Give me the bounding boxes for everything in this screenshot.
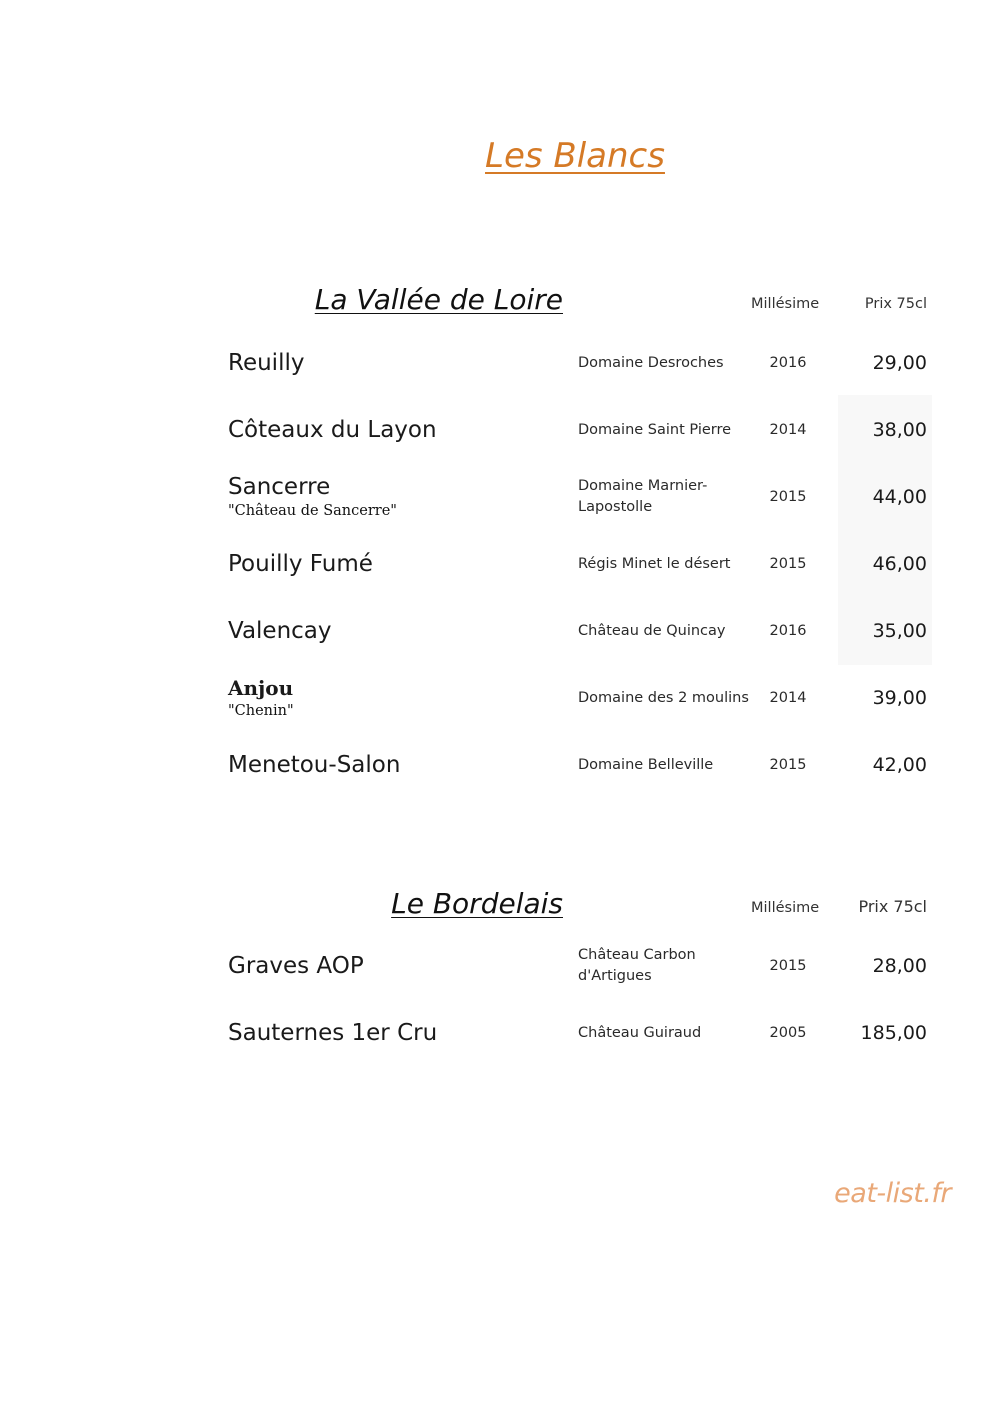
wine-vintage: 2015 bbox=[769, 958, 807, 974]
wine-producer: Domaine Marnier-Lapostolle bbox=[578, 478, 708, 515]
section-title: La Vallée de Loire bbox=[314, 283, 563, 316]
wine-cell bbox=[228, 467, 397, 527]
wine-row bbox=[0, 735, 989, 795]
wine-cell bbox=[228, 534, 373, 594]
wine-name: Pouilly Fumé bbox=[228, 551, 373, 577]
wine-name: Valencay bbox=[228, 618, 332, 644]
wine-price: 39,00 bbox=[872, 687, 927, 709]
wine-producer: Château Guiraud bbox=[578, 1024, 702, 1041]
wine-vintage: 2016 bbox=[769, 623, 807, 639]
wine-row bbox=[0, 333, 989, 393]
price-column-label: Prix 75cl bbox=[858, 897, 927, 916]
wine-producer: Château de Quincay bbox=[578, 622, 726, 639]
wine-row bbox=[0, 668, 989, 728]
wine-vintage: 2015 bbox=[769, 489, 807, 505]
wine-cell bbox=[228, 936, 364, 996]
wine-producer: Domaine Desroches bbox=[578, 354, 724, 371]
wine-name: Reuilly bbox=[228, 350, 305, 376]
wine-price: 35,00 bbox=[872, 620, 927, 642]
wine-name: Sancerre bbox=[228, 474, 331, 500]
wine-name: Côteaux du Layon bbox=[228, 417, 437, 443]
wine-name: Sauternes 1er Cru bbox=[228, 1020, 438, 1046]
vintage-column-label: Millésime bbox=[751, 296, 820, 312]
wine-vintage: 2015 bbox=[769, 556, 807, 572]
wine-price: 185,00 bbox=[860, 1022, 927, 1044]
wine-name: Menetou-Salon bbox=[228, 752, 401, 778]
wine-price: 46,00 bbox=[872, 553, 927, 575]
page-title: Les Blancs bbox=[485, 136, 665, 176]
wine-producer: Domaine des 2 moulins bbox=[578, 689, 749, 706]
wine-row bbox=[0, 601, 989, 661]
section-title: Le Bordelais bbox=[391, 887, 563, 920]
wine-price: 29,00 bbox=[872, 352, 927, 374]
wine-cell bbox=[228, 1003, 437, 1063]
wine-producer: Château Carbon d'Artigues bbox=[578, 947, 696, 984]
wine-price: 44,00 bbox=[872, 486, 927, 508]
wine-price: 42,00 bbox=[872, 754, 927, 776]
wine-producer: Domaine Belleville bbox=[578, 756, 714, 773]
wine-vintage: 2016 bbox=[769, 355, 807, 371]
wine-producer: Domaine Saint Pierre bbox=[578, 421, 732, 438]
wine-row bbox=[0, 1003, 989, 1063]
wine-vintage: 2015 bbox=[769, 757, 807, 773]
wine-row bbox=[0, 534, 989, 594]
wine-row bbox=[0, 400, 989, 460]
wine-name: Anjou bbox=[228, 676, 294, 700]
wine-producer: Régis Minet le désert bbox=[578, 555, 731, 572]
wine-vintage: 2014 bbox=[769, 422, 807, 438]
wine-cell bbox=[228, 333, 304, 393]
wine-subtitle: "Chenin" bbox=[228, 703, 294, 719]
wine-vintage: 2005 bbox=[769, 1025, 807, 1041]
wine-name: Graves AOP bbox=[228, 953, 364, 979]
section-header-loire bbox=[0, 276, 989, 316]
vintage-column-label: Millésime bbox=[751, 900, 820, 916]
watermark-logo: eat-list.fr bbox=[834, 1178, 951, 1209]
wine-vintage: 2014 bbox=[769, 690, 807, 706]
section-header-bordelais bbox=[0, 880, 989, 920]
wine-price: 38,00 bbox=[872, 419, 927, 441]
wine-cell bbox=[228, 735, 400, 795]
wine-cell bbox=[228, 400, 437, 460]
price-column-label: Prix 75cl bbox=[864, 296, 927, 312]
wine-cell bbox=[228, 668, 294, 728]
wine-subtitle: "Château de Sancerre" bbox=[228, 503, 397, 519]
wine-cell bbox=[228, 601, 332, 661]
wine-row bbox=[0, 467, 989, 527]
wine-row bbox=[0, 936, 989, 996]
wine-price: 28,00 bbox=[872, 955, 927, 977]
